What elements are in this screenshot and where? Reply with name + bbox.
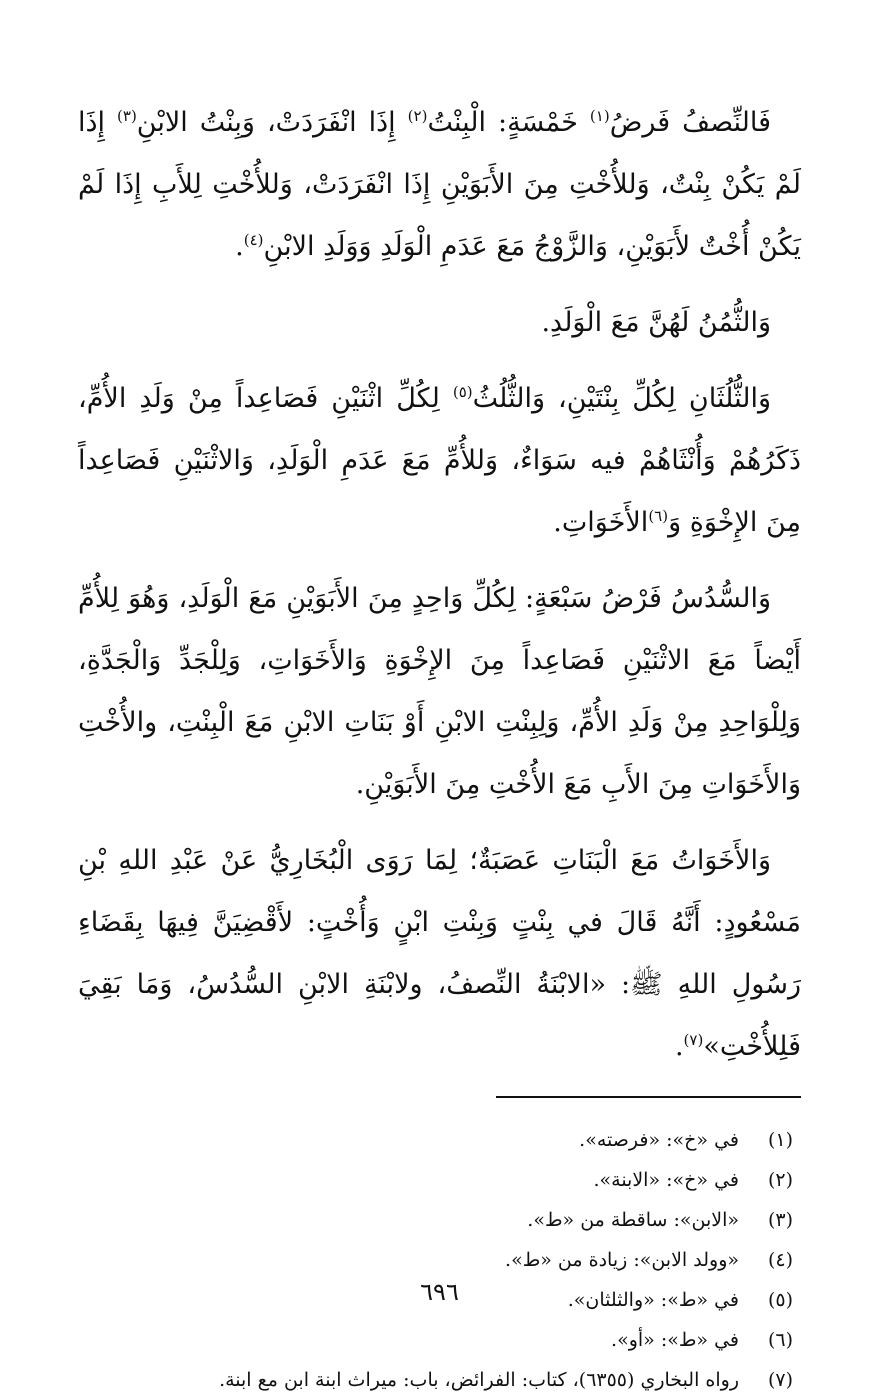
footnote-text: في «خ»: «الابنة».	[593, 1169, 739, 1191]
footnote-ref-2: (٢)	[407, 107, 428, 125]
footnote-ref-7: (٧)	[683, 1031, 704, 1049]
footnote-item	[78, 1160, 793, 1200]
footnote-number: (٤)	[767, 1249, 793, 1271]
page-number: ٦٩٦	[420, 1278, 459, 1306]
footnote-number: (٦)	[767, 1329, 793, 1351]
paragraph-half-share	[78, 92, 801, 278]
footnote-item	[78, 1360, 793, 1400]
footnote-number: (٥)	[767, 1289, 793, 1311]
footnote-number: (١)	[767, 1129, 793, 1151]
text-run: إِذَا انْفَرَدَتْ، وَبِنْتُ الابْنِ	[136, 107, 408, 138]
footnote-ref-6: (٦)	[648, 507, 669, 525]
paragraph-sixth-share	[78, 568, 801, 816]
footnote-separator	[496, 1096, 801, 1098]
body-text	[78, 92, 801, 1078]
footnote-item	[78, 1320, 793, 1360]
text-run: خَمْسَةٍ: الْبِنْتُ	[427, 107, 590, 138]
text-run: .	[674, 1031, 684, 1062]
text-run: وَالثُّلُثَانِ لِكُلِّ بِنْتَيْنِ، وَالثُّلُثُ	[472, 383, 771, 414]
text-run: وَالثُّمُنُ لَهُنَّ مَعَ الْوَلَدِ.	[541, 307, 771, 338]
footnote-ref-1: (١)	[589, 107, 610, 125]
footnote-number: (٢)	[767, 1169, 793, 1191]
text-run: وَالسُّدُسُ فَرْضُ سَبْعَةٍ: لِكُلِّ وَاحِدٍ مِنَ الأَبَوَيْنِ مَعَ الْوَلَدِ، وَهُوَ لِلأُمِّ أَيْضاً مَعَ الاثْنَيْنِ فَصَاعِداً مِنَ الإِخْوَةِ وَالأَخَوَاتِ، وَلِلْجَدِّ وَالْجَدَّةِ، وَلِلْوَاحِدِ مِنْ وَلَدِ الأُمِّ، وَلِبِنْتِ الابْنِ أَوْ بَنَاتِ الابْنِ مَعَ الْبِنْتِ، والأُخْتِ وَالأَخَوَاتِ مِنَ الأَبِ مَعَ الأُخْتِ مِنَ الأَبَوَيْنِ.	[78, 583, 801, 800]
text-run: وَالأَخَوَاتُ مَعَ الْبَنَاتِ عَصَبَةٌ؛ لِمَا رَوَى الْبُخَارِيُّ عَنْ عَبْدِ اللهِ بْنِ مَسْعُودٍ: أَنَّهُ قَالَ في بِنْتٍ وَبِنْتِ ابْنٍ وَأُخْتٍ: لأَقْضِيَنَّ فِيهَا بِقَضَاءِ رَسُولِ اللهِ ﷺ: «الابْنَةُ النِّصفُ، ولابْنَةِ الابْنِ السُّدُسُ، وَمَا بَقِيَ فَلِلأُخْتِ»	[78, 845, 801, 1062]
footnote-text: رواه البخاري (٦٣٥٥)، كتاب: الفرائض، باب: ميراث ابنة ابن مع ابنة.	[219, 1369, 739, 1391]
footnote-text: في «ط»: «والثلثان».	[567, 1289, 739, 1311]
footnote-text: في «ط»: «أو».	[611, 1329, 739, 1351]
footnote-number: (٣)	[767, 1209, 793, 1231]
footnotes-list	[78, 1120, 801, 1400]
footnote-text: في «خ»: «فرصته».	[579, 1129, 739, 1151]
text-run: الأَخَوَاتِ.	[553, 507, 649, 538]
paragraph-two-thirds-share	[78, 368, 801, 554]
text-run: فَالنِّصفُ فَرضُ	[609, 107, 772, 138]
footnote-text: «وولد الابن»: زيادة من «ط».	[505, 1249, 739, 1271]
footnote-text: «الابن»: ساقطة من «ط».	[527, 1209, 739, 1231]
footnote-item	[78, 1120, 793, 1160]
footnote-ref-5: (٥)	[452, 383, 473, 401]
footnote-number: (٧)	[767, 1369, 793, 1391]
text-run: .	[235, 231, 244, 262]
text-run: إِذَا لَمْ يَكُنْ بِنْتٌ، وَللأُخْتِ مِنَ الأَبَوَيْنِ إِذَا انْفَرَدَتْ، وَللأُخْتِ لِلأَبِ إِذَا لَمْ يَكُنْ أُخْتٌ لأَبَوَيْنِ، وَالزَّوْجُ مَعَ عَدَمِ الْوَلَدِ وَوَلَدِ الابْنِ	[78, 107, 801, 262]
footnote-ref-4: (٤)	[243, 231, 264, 249]
paragraph-eighth-share	[78, 292, 801, 354]
footnote-item	[78, 1200, 793, 1240]
footnote-item	[78, 1240, 793, 1280]
footnote-ref-3: (٣)	[117, 107, 137, 125]
text-run: لِكُلِّ اثْنَيْنِ فَصَاعِداً مِنْ وَلَدِ الأُمِّ، ذَكَرُهُمْ وَأُنْثَاهُمْ فيه سَوَاءٌ، وَللأُمِّ مَعَ عَدَمِ الْوَلَدِ، وَالاثْنَيْنِ فَصَاعِداً مِنَ الإِخْوَةِ وَ	[78, 383, 801, 538]
paragraph-sisters-asaba	[78, 830, 801, 1078]
